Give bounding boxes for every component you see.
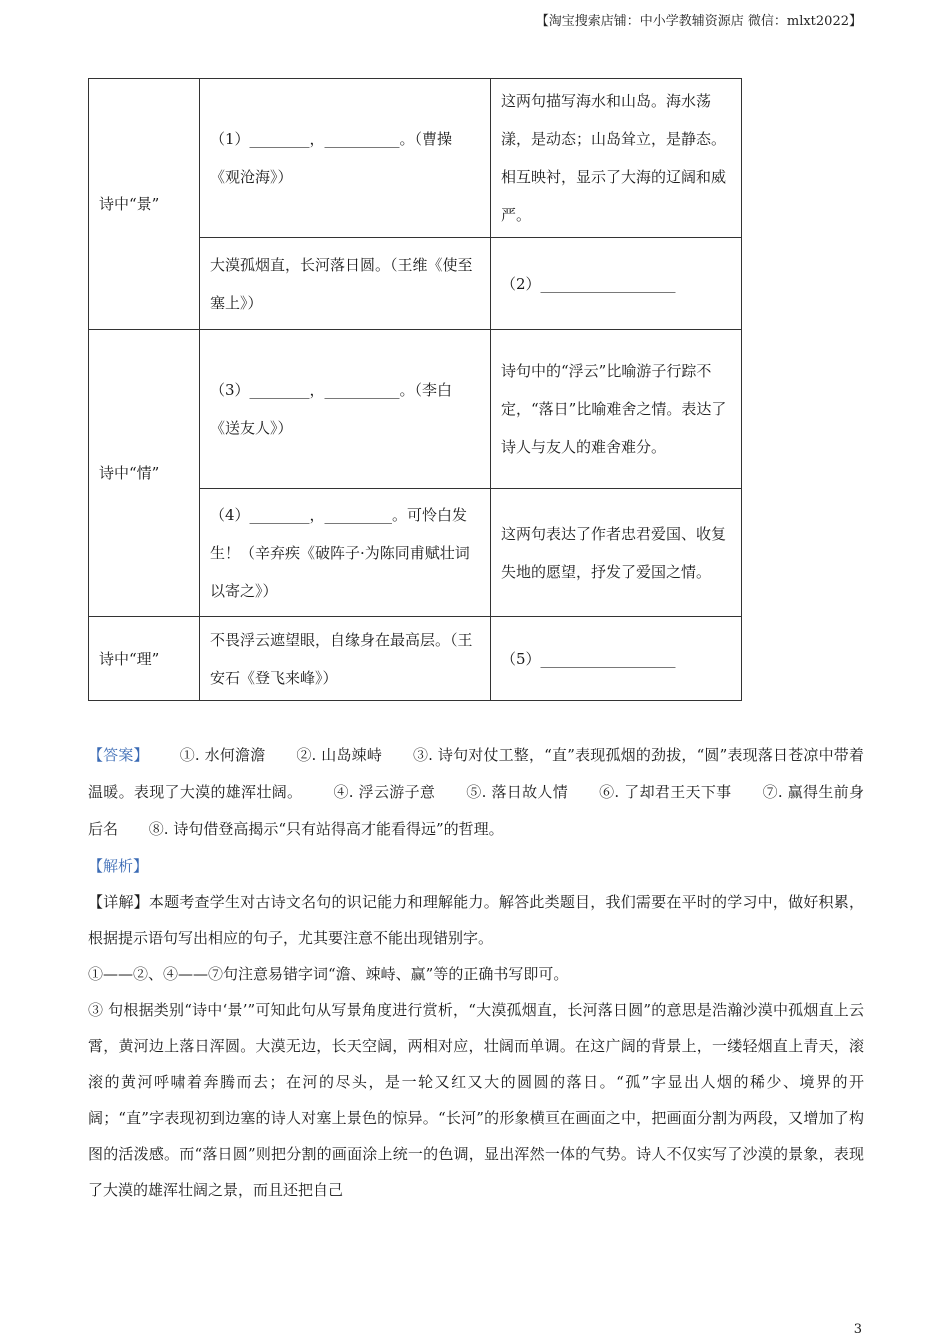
answer-item: ③. 诗句对仗工整，“直”表现孤烟的劲拔，“圆”表现落日苍凉中带着温暖。表现了大漠的雄浑壮阔。 xyxy=(88,746,864,801)
answer-item: ②. 山岛竦峙 xyxy=(296,746,382,764)
answer-label: 【答案】 xyxy=(88,746,149,764)
poem-line: 不畏浮云遮望眼，自缘身在最高层。（王安石《登飞来峰》） xyxy=(200,617,491,701)
poem-line: （4）________，_________。可怜白发生！（辛弃疾《破阵子·为陈同甫赋壮词以寄之》） xyxy=(200,489,491,617)
poem-note: 诗句中的“浮云”比喻游子行踪不定，“落日”比喻难舍之情。表达了诗人与友人的难舍难分。 xyxy=(491,330,742,489)
answer-block xyxy=(88,737,864,848)
table-row xyxy=(89,330,742,489)
poem-line: （1）________，__________。（曹操《观沧海》） xyxy=(200,79,491,238)
table-row xyxy=(89,79,742,238)
answer-item: ①. 水何澹澹 xyxy=(179,746,266,764)
answer-section xyxy=(88,737,864,1208)
table-row xyxy=(89,617,742,701)
analysis-block xyxy=(88,848,864,1208)
category-scene: 诗中“景” xyxy=(89,79,200,330)
page-header: 【淘宝搜索店铺：中小学教辅资源店 微信：mlxt2022】 xyxy=(535,14,862,29)
poem-line: （3）________，__________。（李白《送友人》） xyxy=(200,330,491,489)
analysis-paragraph: ③ 句根据类别“诗中‘景’”可知此句从写景角度进行赏析，“大漠孤烟直，长河落日圆”的意思是浩瀚沙漠中孤烟直上云霄，黄河边上落日浑圆。大漠无边，长天空阔，两相对应，壮阔而单调。在这广阔的背景上，一缕轻烟直上青天，滚滚的黄河呼啸着奔腾而去；在河的尽头，是一轮又红又大的圆圆的落日。“孤”字显出人烟的稀少、境界的开阔；“直”字表现初到边塞的诗人对塞上景色的惊异。“长河”的形象横亘在画面之中，把画面分割为两段，又增加了构图的活泼感。而“落日圆”则把分割的画面涂上统一的色调，显出浑然一体的气势。诗人不仅实写了沙漠的景象，表现了大漠的雄浑壮阔之景，而且还把自己 xyxy=(88,1001,864,1199)
poem-note: （2）__________________ xyxy=(491,238,742,330)
poem-line: 大漠孤烟直，长河落日圆。（王维《使至塞上》） xyxy=(200,238,491,330)
poem-note: 这两句表达了作者忠君爱国、收复失地的愿望，抒发了爱国之情。 xyxy=(491,489,742,617)
poem-table xyxy=(88,78,742,701)
answer-item: ⑦. 赢得生前身后名 xyxy=(88,783,864,838)
poem-note: （5）__________________ xyxy=(491,617,742,701)
answer-item: ④. 浮云游子意 xyxy=(333,783,436,801)
category-reason: 诗中“理” xyxy=(89,617,200,701)
category-emotion: 诗中“情” xyxy=(89,330,200,617)
answer-item: ⑤. 落日故人情 xyxy=(466,783,569,801)
analysis-paragraph: ①——②、④——⑦句注意易错字词“澹、竦峙、赢”等的正确书写即可。 xyxy=(88,965,569,983)
answer-item: ⑥. 了却君王天下事 xyxy=(599,783,732,801)
answer-item: ⑧. 诗句借登高揭示“只有站得高才能看得远”的哲理。 xyxy=(148,820,504,838)
page-number: 3 xyxy=(853,1322,862,1337)
analysis-label: 【解析】 xyxy=(88,857,149,875)
poem-note: 这两句描写海水和山岛。海水荡漾，是动态；山岛耸立，是静态。相互映衬，显示了大海的辽阔和威严。 xyxy=(491,79,742,238)
analysis-paragraph: 【详解】本题考查学生对古诗文名句的识记能力和理解能力。解答此类题目，我们需要在平时的学习中，做好积累，根据提示语句写出相应的句子，尤其要注意不能出现错别字。 xyxy=(88,893,864,947)
